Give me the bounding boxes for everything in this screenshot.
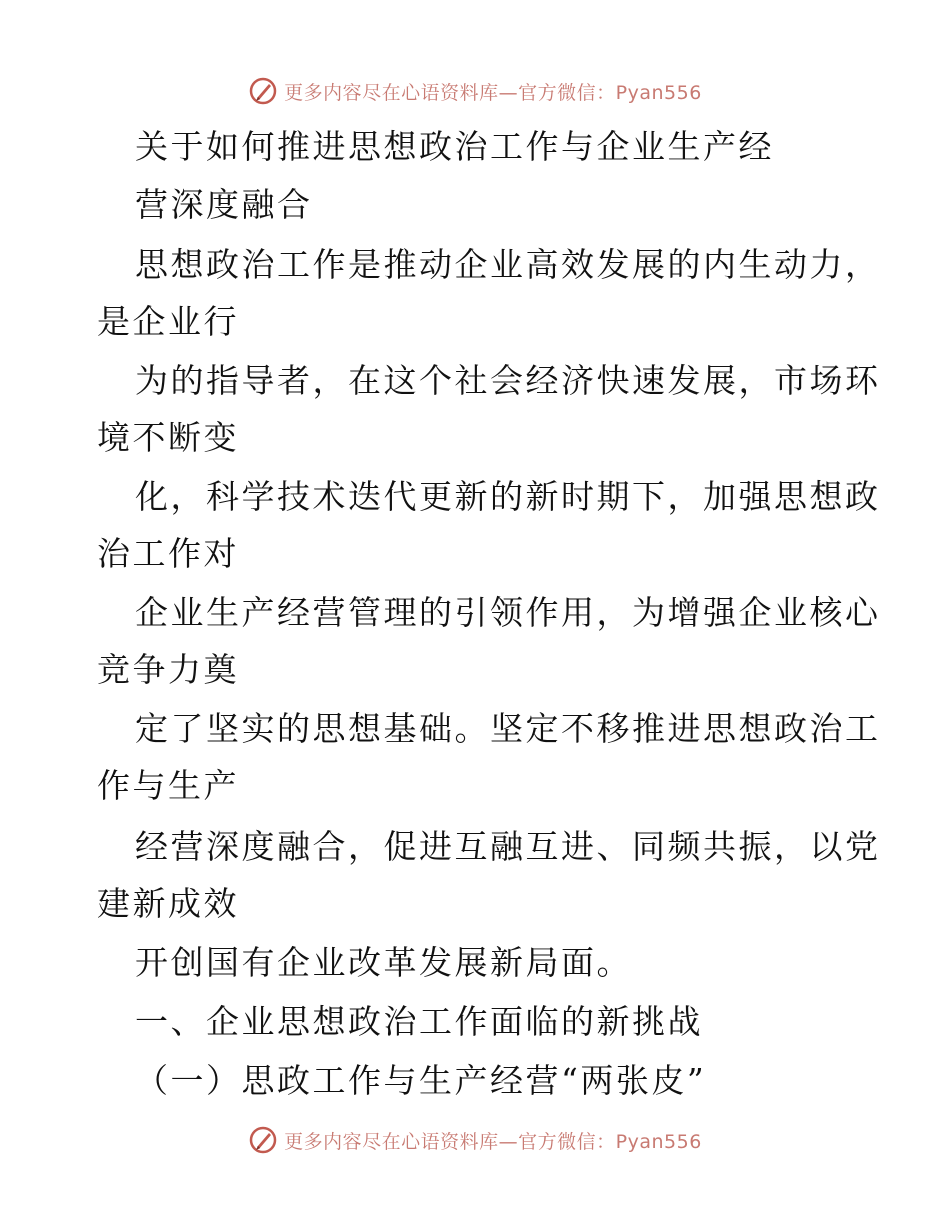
body-line: 定了坚实的思想基础。坚定不移推进思想政治工 [135,709,881,748]
header-watermark-text: 更多内容尽在心语资料库—官方微信：Pyan556 [284,81,702,104]
body-line: 境不断变 [97,418,239,457]
subsection-heading: （一）思政工作与生产经营“两张皮” [135,1061,707,1100]
body-line: 经营深度融合，促进互融互进、同频共振，以党 [135,827,881,866]
quill-pen-icon [248,1125,278,1155]
body-line: 开创国有企业改革发展新局面。 [135,943,632,982]
document-title-line-2: 营深度融合 [135,185,313,224]
body-line: 治工作对 [97,534,239,573]
header-watermark [0,71,950,111]
body-line: 思想政治工作是推动企业高效发展的内生动力， [135,245,881,284]
body-line: 是企业行 [97,302,239,341]
footer-watermark [0,1120,950,1160]
body-line: 建新成效 [97,884,239,923]
document-title-line-1: 关于如何推进思想政治工作与企业生产经 [135,127,774,166]
quill-pen-icon [248,76,278,106]
body-line: 化，科学技术迭代更新的新时期下，加强思想政 [135,477,881,516]
body-line: 企业生产经营管理的引领作用，为增强企业核心 [135,593,881,632]
body-line: 竞争力奠 [97,650,239,689]
footer-watermark-text: 更多内容尽在心语资料库—官方微信：Pyan556 [284,1130,702,1153]
section-heading: 一、企业思想政治工作面临的新挑战 [135,1002,703,1041]
body-line: 作与生产 [97,766,239,805]
body-line: 为的指导者，在这个社会经济快速发展，市场环 [135,361,881,400]
